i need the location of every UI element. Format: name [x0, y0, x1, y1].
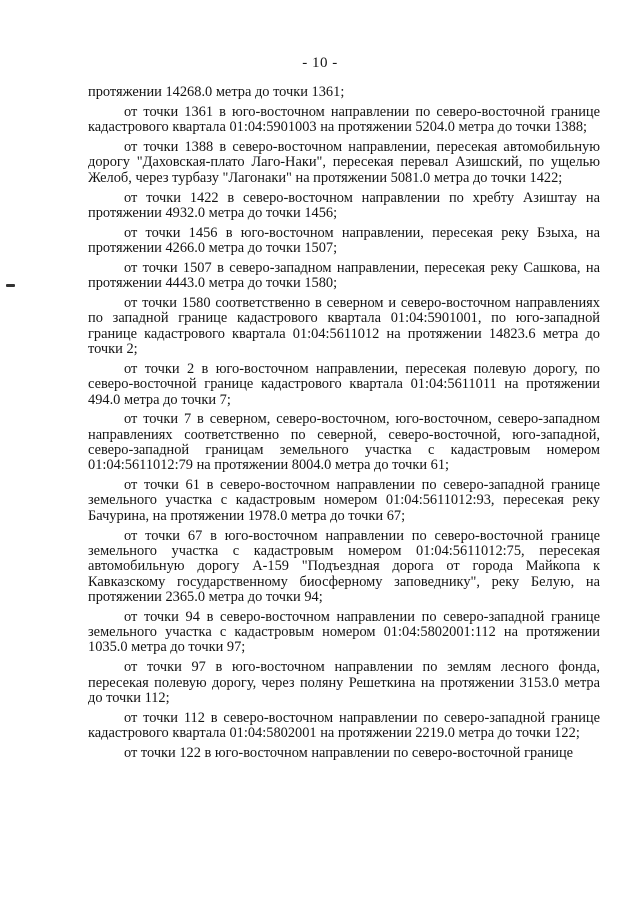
paragraph: от точки 67 в юго-восточном направлении по северо-восточной границе земельного участка с кадастровым номером 01:04:5611012:75, пересекая автомобильную дорогу А-159 "Подъездная дорога от города Майкопа к Кавказскому государственному биосферному заповеднику", реку Белую, на протяжении 2365.0 метра до точки 94;	[88, 527, 600, 605]
paragraph: от точки 1456 в юго-восточном направлении, пересекая реку Бзыха, на протяжении 4266.0 метра до точки 1507;	[88, 224, 600, 257]
paragraph: от точки 1422 в северо-восточном направлении по хребту Азиштау на протяжении 4932.0 метра до точки 1456;	[88, 189, 600, 221]
margin-mark	[6, 284, 15, 287]
paragraph: протяжении 14268.0 метра до точки 1361;	[88, 84, 345, 100]
paragraph: от точки 122 в юго-восточном направлении по северо-восточной границе	[124, 744, 574, 761]
paragraph: от точки 1361 в юго-восточном направлении по северо-восточной границе кадастрового квартала 01:04:5901003 на протяжении 5204.0 метра до точки 1388;	[88, 103, 600, 136]
paragraph: от точки 112 в северо-восточном направлении по северо-западной границе кадастрового квартала 01:04:5802001 на протяжении 2219.0 метра до точки 122;	[88, 709, 600, 741]
page-number: - 10 -	[302, 55, 338, 71]
document-body	[88, 85, 600, 766]
paragraph: от точки 1507 в северо-западном направлении, пересекая реку Сашкова, на протяжении 4443.0 метра до точки 1580;	[88, 259, 600, 292]
paragraph: от точки 1388 в северо-восточном направлении, пересекая автомобильную дорогу "Даховская-плато Лаго-Наки", пересекая перевал Азишский, по ущелью Желоб, через турбазу "Лагонаки" на протяжении 5081.0 метра до точки 1422;	[88, 139, 600, 186]
paragraph: от точки 61 в северо-восточном направлении по северо-западной границе земельного участка с кадастровым номером 01:04:5611012:93, пересекая реку Бачурина, на протяжении 1978.0 метра до точки 67;	[88, 477, 600, 524]
paragraph: от точки 94 в северо-восточном направлении по северо-западной границе земельного участка с кадастровым номером 01:04:5802001:112 на протяжении 1035.0 метра до точки 97;	[88, 608, 600, 656]
paragraph: от точки 7 в северном, северо-восточном, юго-восточном, северо-западном направлениях соответственно по северной, северо-восточной, юго-западной, северо-западной границам земельного участка с кадастровым номером 01:04:5611012:79 на протяжении 8004.0 метра до точки 61;	[88, 411, 600, 474]
paragraph: от точки 97 в юго-восточном направлении по землям лесного фонда, пересекая полевую дорогу, через поляну Решеткина на протяжении 3153.0 метра до точки 112;	[88, 659, 600, 706]
paragraph: от точки 2 в юго-восточном направлении, пересекая полевую дорогу, по северо-восточной границе кадастрового квартала 01:04:5611011 на протяжении 494.0 метра до точки 7;	[88, 360, 600, 408]
paragraph: от точки 1580 соответственно в северном и северо-восточном направлениях по западной границе кадастрового квартала 01:04:5901001, по юго-западной границе кадастрового квартала 01:04:5611012 на протяжении 14823.6 метра до точки 2;	[88, 295, 600, 358]
